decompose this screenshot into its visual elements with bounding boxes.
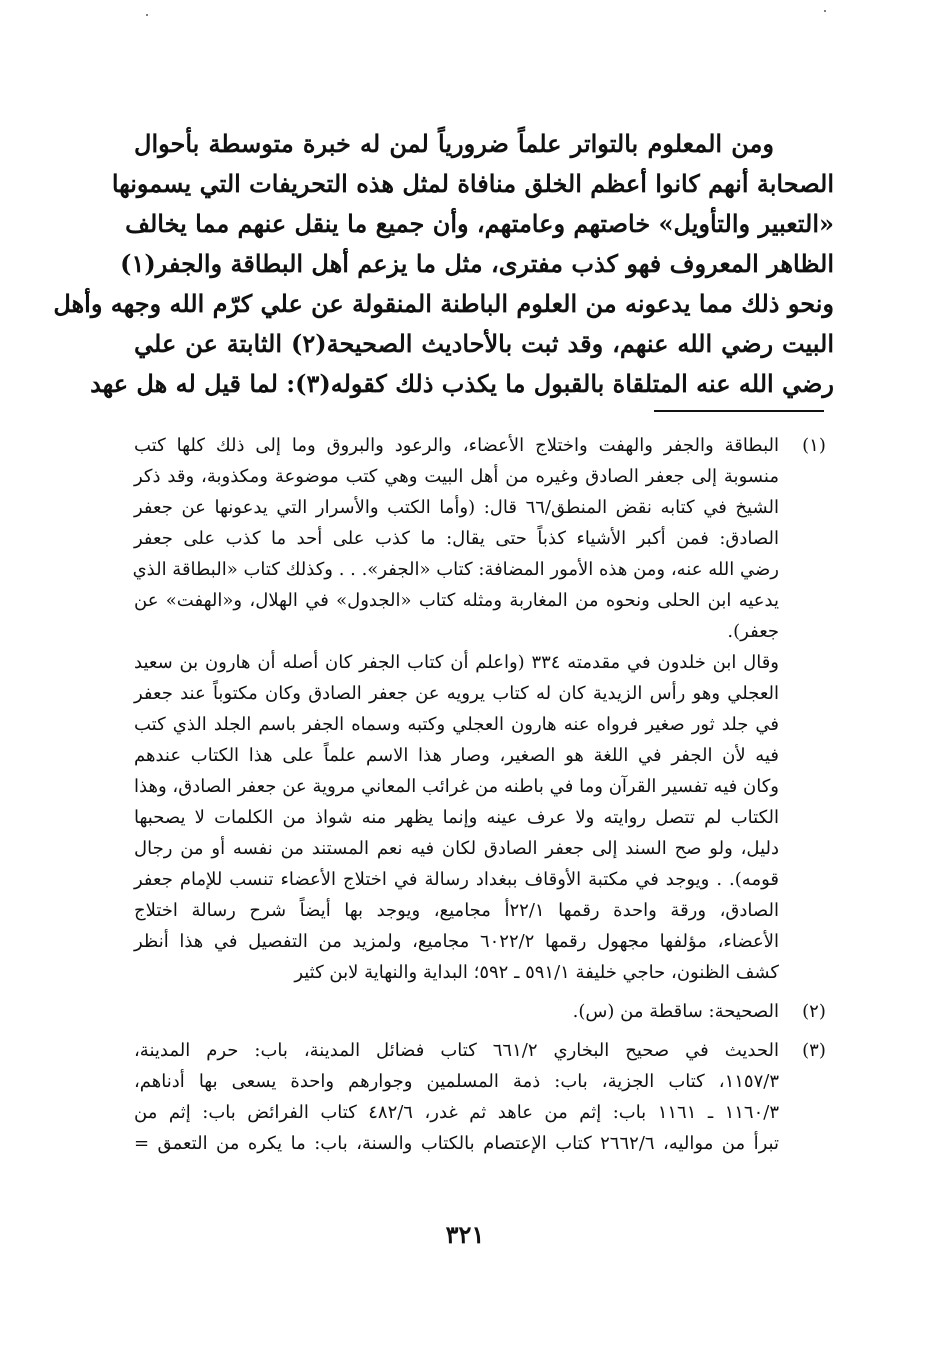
footnote-line: الأعضاء، مؤلفها مجهول رقمها ٦٠٢٢/٢ مجاميع، ولمزيد من التفصيل في هذا أنظر xyxy=(134,931,779,952)
footnote-line: وقال ابن خلدون في مقدمته ٣٣٤ (واعلم أن كتاب الجفر كان أصله أن هارون بن سعيد xyxy=(134,652,780,673)
main-text-line: ومن المعلوم بالتواتر علماً ضرورياً لمن له خبرة متوسطة بأحوال xyxy=(134,129,774,158)
footnote-line: في جلد ثور صغير فرواه عنه هارون العجلي وكتبه وسماه الجفر باسم الجلد الذي كتب xyxy=(134,714,779,735)
main-text-line: الصحابة أنهم كانوا أعظم الخلق منافاة لمثل هذه التحريفات التي يسمونها xyxy=(111,169,834,198)
footnote-line: البطاقة والجفر والهفت واختلاج الأعضاء، والرعود والبروق وما إلى ذلك كلها كتب xyxy=(134,435,779,456)
footnote-line: وكان فيه تفسير القرآن وما في باطنه من غرائب المعاني مروية عن جعفر الصادق، وهذا xyxy=(134,776,779,797)
footnote-line: فيه لأن الجفر في اللغة هو الصغير، وصار هذا الاسم علماً على هذا الكتاب عندهم xyxy=(134,745,779,766)
page-number: ٣٢١ xyxy=(445,1220,485,1249)
footnote-line: منسوبة إلى جعفر الصادق وغيره من أهل البيت وهي كتب موضوعة ومكذوبة، وقد ذكر xyxy=(134,466,779,487)
footnote-line: الشيخ في كتابه نقض المنطق/٦٦ قال: (وأما الكتب والأسرار التي يدعونها عن جعفر xyxy=(134,497,779,518)
scan-speck xyxy=(824,10,826,12)
footnote-body xyxy=(134,996,779,1027)
footnote-line: يدعيه ابن الحلى ونحوه من المغاربة ومثله كتاب «الجدول» في الهلال، و«الهفت» عن xyxy=(134,590,779,611)
footnote-number: (١) xyxy=(802,435,826,456)
footnote-line: كشف الظنون، حاجي خليفة ٥٩١/١ ـ ٥٩٢؛ البداية والنهاية لابن كثير xyxy=(294,962,779,983)
footnote xyxy=(134,430,834,988)
footnote xyxy=(134,1035,834,1159)
main-text-line: الظاهر المعروف فهو كذب مفترى، مثل ما يزعم أهل البطاقة والجفر(١) xyxy=(120,249,834,278)
footnote-line: الصادق: فمن أكبر الأشياء كذباً حتى يقال: ما كذب على أحد ما كذب على جعفر xyxy=(134,528,779,549)
footnote-line: العجلي وهو رأس الزيدية كان له كتاب يرويه عن جعفر الصادق وكان مكتوباً عند جعفر xyxy=(134,683,779,704)
footnote xyxy=(134,996,834,1027)
main-text-line: البيت رضي الله عنهم، وقد ثبت بالأحاديث الصحيحة(٢) الثابتة عن علي xyxy=(134,329,835,358)
main-text-line: «التعبير والتأويل» خاصتهم وعامتهم، وأن جميع ما ينقل عنهم مما يخالف xyxy=(125,209,834,238)
footnote-number: (٣) xyxy=(802,1040,826,1061)
footnote-line: قومه). . ويوجد في مكتبة الأوقاف ببغداد رسالة في اختلاج الأعضاء تنسب للإمام جعفر xyxy=(134,869,779,890)
footnote-body xyxy=(134,430,779,988)
footnote-line: الحديث في صحيح البخاري ٦٦١/٢ كتاب فضائل المدينة، باب: حرم المدينة، xyxy=(134,1040,779,1061)
footnote-line: الصحيحة: ساقطة من (س). xyxy=(572,1001,779,1022)
footnote-line: دليل، ولو صح السند إلى جعفر الصادق لكان فيه نعم المستند من نفسه أو من رجال xyxy=(134,838,779,859)
footnote-line: تبرأ من مواليه، ٢٦٦٢/٦ كتاب الإعتصام بالكتاب والسنة، باب: ما يكره من التعمق = xyxy=(134,1133,780,1154)
main-text-line: ونحو ذلك مما يدعونه من العلوم الباطنة المنقولة عن علي كرّم الله وجهه وأهل xyxy=(53,289,834,318)
footnote-line: ١١٦٠/٣ ـ ١١٦١ باب: إثم من عاهد ثم غدر، ٤٨٢/٦ كتاب الفرائض باب: إثم من xyxy=(134,1102,779,1123)
main-text-line: رضي الله عنه المتلقاة بالقبول ما يكذب ذلك كقوله(٣): لما قيل له هل عهد xyxy=(90,369,834,398)
footnote-line: ١١٥٧/٣، كتاب الجزية، باب: ذمة المسلمين وجوارهم واحدة يسعى بها أدناهم، xyxy=(134,1071,779,1092)
footnote-number: (٢) xyxy=(802,1001,826,1022)
footnotes-block xyxy=(134,430,834,1159)
main-text-block xyxy=(53,124,835,404)
footnote-line: جعفر). xyxy=(727,621,779,642)
footnote-body xyxy=(134,1035,779,1159)
footnote-separator xyxy=(654,410,824,412)
footnote-line: رضي الله عنه، ومن هذه الأمور المضافة: كتاب «الجفر». . . وكذلك كتاب «البطاقة الذي xyxy=(132,559,779,580)
footnote-line: الكتاب لم تتصل روايته ولا عرف عينه وإنما يظهر منه شواذ من الكلمات لا يصحبها xyxy=(134,807,779,828)
scan-speck xyxy=(146,14,148,16)
footnote-line: الصادق، ورقة واحدة رقمها ٢٢/١أ مجاميع، ويوجد بها أيضاً شرح رسالة اختلاج xyxy=(134,900,779,921)
